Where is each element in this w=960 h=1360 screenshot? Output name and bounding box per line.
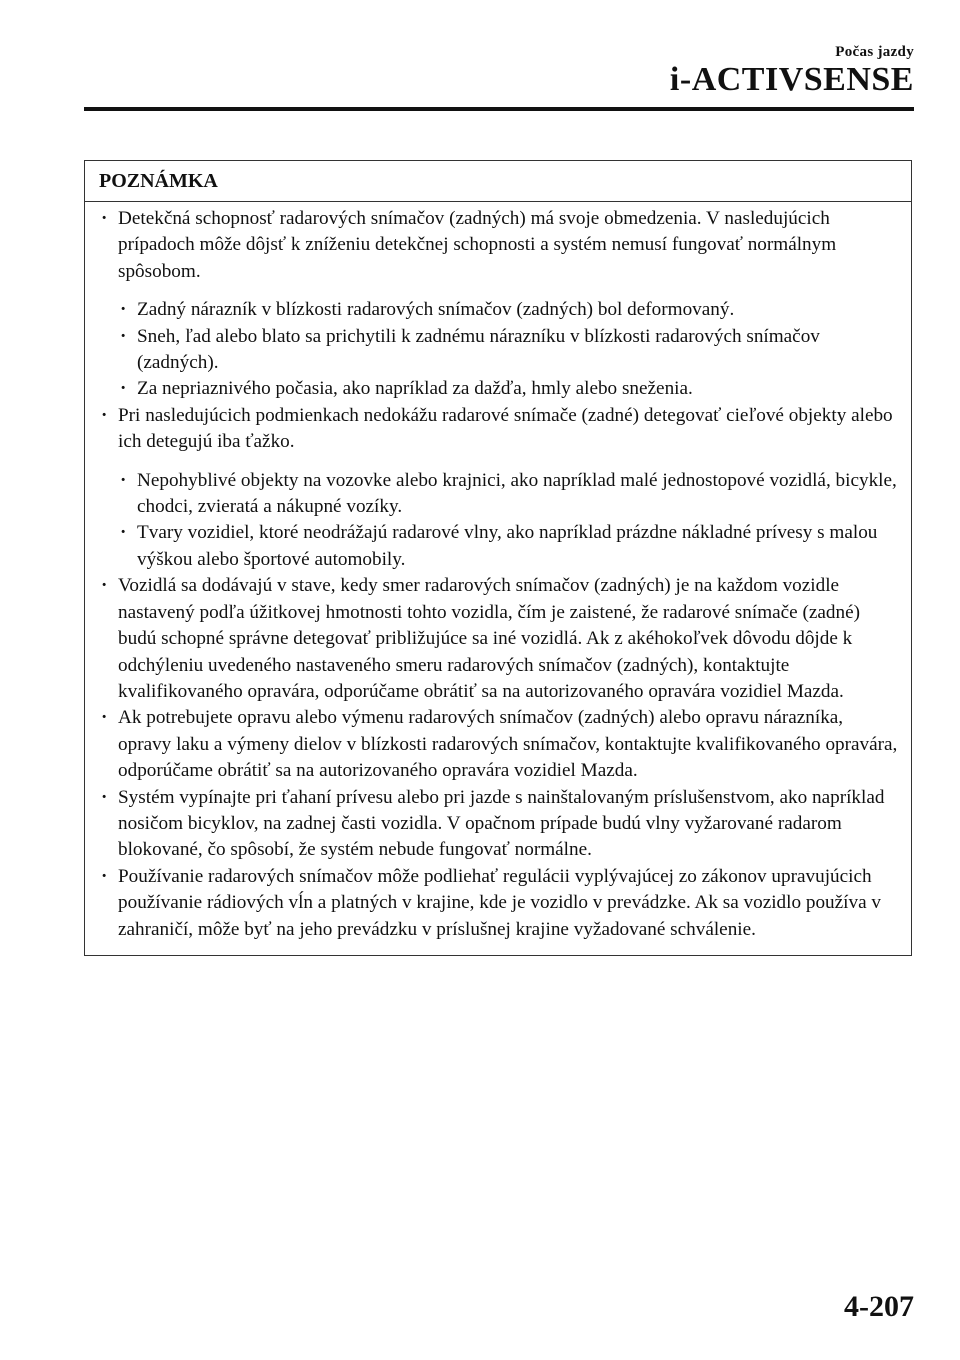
note-item-text: Detekčná schopnosť radarových snímačov (zadných) má svoje obmedzenia. V nasledujúcich prípadoch môže dôjsť k zníženiu detekčnej schopnosti a systém nemusí fungovať normálnym spôsobom.: [118, 208, 837, 282]
note-item-text: Ak potrebujete opravu alebo výmenu radarových snímačov (zadných) alebo opravu nárazníka, opravy laku a výmeny dielov v blízkosti radarových snímačov, kontaktujte kvalifikovaného opravára, odporúčame obrátiť sa na autorizovaného opravára vozidiel Mazda.: [118, 707, 898, 782]
note-subitem: · Tvary vozidiel, ktoré neodrážajú radarové vlny, ako napríklad prázdne nákladné prívesy s malou výškou alebo športové automobily.: [118, 520, 901, 573]
header-divider: [84, 107, 914, 111]
note-list: [99, 206, 901, 943]
note-subitem: · Za nepriaznivého počasia, ako napríklad za dažďa, hmly alebo sneženia.: [118, 376, 901, 402]
note-subitem: · Sneh, ľad alebo blato sa prichytili k zadnému nárazníku v blízkosti radarových snímačov (zadných).: [118, 324, 901, 377]
page-number: 4-207: [844, 1290, 914, 1323]
note-item-text: Pri nasledujúcich podmienkach nedokážu radarové snímače (zadné) detegovať cieľové objekty alebo ich detegujú iba ťažko.: [118, 404, 893, 453]
note-box: [84, 160, 912, 956]
note-subitem: · Zadný nárazník v blízkosti radarových snímačov (zadných) bol deformovaný.: [118, 297, 901, 323]
note-item-text: Vozidlá sa dodávajú v stave, kedy smer radarových snímačov (zadných) je na každom vozidle nastavený podľa úžitkovej hmotnosti tohto vozidla, čím je zaistené, že radarové snímače (zadné) budú schopné správne detegovať približujúce sa iné vozidlá. Ak z akéhokoľvek dôvodu dôjde k odchýleniu uvedeného nastaveného smeru radarových snímačov (zadných), kontaktujte kvalifikovaného opravára, odporúčame obrátiť sa na autorizovaného opravára vozidiel Mazda.: [118, 575, 860, 702]
note-body: [85, 202, 911, 955]
note-sublist: [118, 468, 901, 574]
note-heading: POZNÁMKA: [85, 161, 911, 202]
note-item: [99, 206, 901, 403]
note-item: [99, 573, 901, 705]
chapter-title: i-ACTIVSENSE: [669, 61, 914, 98]
note-item-text: Systém vypínajte pri ťahaní prívesu alebo pri jazde s nainštalovaným príslušenstvom, ako napríklad nosičom bicyklov, na zadnej časti vozidla. V opačnom prípade budú vlny vyžarované radarom blokované, čo spôsobí, že systém nebude fungovať normálne.: [118, 786, 885, 861]
note-item: [99, 403, 901, 573]
section-title: Počas jazdy: [835, 44, 914, 60]
note-sublist: [118, 297, 901, 403]
note-item: [99, 705, 901, 784]
note-item: [99, 785, 901, 864]
note-item: [99, 864, 901, 943]
note-item-text: Používanie radarových snímačov môže podliehať regulácii vyplývajúcej zo zákonov upravujúcich používanie rádiových vĺn a platných v krajine, kde je vozidlo v prevádzke. Ak sa vozidlo používa v zahraničí, môže byť na jeho prevádzku v príslušnej krajine vyžadované schválenie.: [118, 865, 882, 940]
note-subitem: · Nepohyblivé objekty na vozovke alebo krajnici, ako napríklad malé jednostopové vozidlá, bicykle, chodci, zvieratá a nákupné vozíky.: [118, 468, 901, 521]
